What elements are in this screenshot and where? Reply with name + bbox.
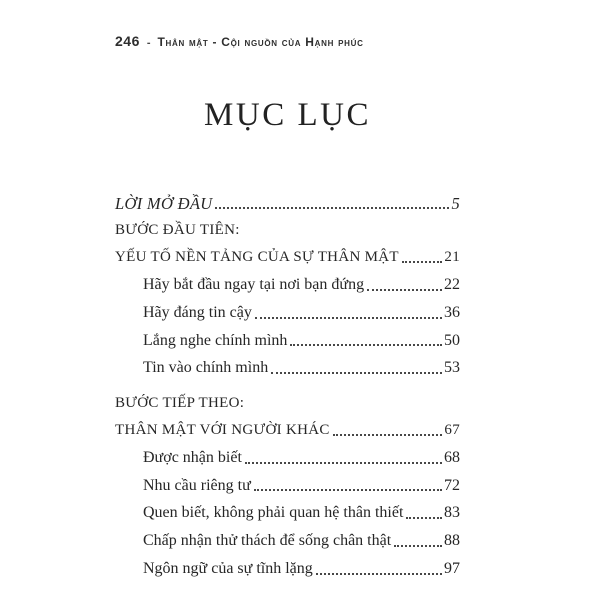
toc-row <box>115 532 460 551</box>
toc-row <box>115 222 460 240</box>
toc-row <box>115 395 460 413</box>
toc-page-number: 68 <box>444 448 460 466</box>
toc-list <box>115 194 460 579</box>
header-book-title: Thân mật - Cội nguồn của Hạnh phúc <box>157 35 364 49</box>
toc-entry-label: LỜI MỞ ĐẦU <box>115 194 213 213</box>
toc-dot-leader <box>394 545 442 547</box>
running-header <box>115 33 460 49</box>
toc-row <box>115 422 460 440</box>
toc-dot-leader <box>215 207 449 209</box>
toc-entry-label: Hãy đáng tin cậy <box>143 303 252 321</box>
toc-dot-leader <box>271 372 442 374</box>
toc-dot-leader <box>255 317 442 319</box>
toc-dot-leader <box>290 344 442 346</box>
toc-entry-label: Được nhận biết <box>143 448 242 466</box>
toc-row <box>115 449 460 468</box>
toc-row <box>115 359 460 378</box>
toc-entry-label: YẾU TỐ NỀN TẢNG CỦA SỰ THÂN MẬT <box>115 249 399 266</box>
toc-entry-label: Tin vào chính mình <box>143 359 269 377</box>
page-title: MỤC LỤC <box>204 97 371 133</box>
toc-entry-label: Hãy bắt đầu ngay tại nơi bạn đứng <box>143 275 365 293</box>
toc-dot-leader <box>316 573 442 575</box>
toc-page-number: 83 <box>444 504 460 522</box>
header-page-number: 246 <box>115 33 140 49</box>
toc-row <box>115 560 460 579</box>
toc-row <box>115 276 460 295</box>
toc-dot-leader <box>367 289 442 291</box>
toc-row <box>115 249 460 267</box>
toc-dot-leader <box>406 517 442 519</box>
toc-entry-label: Chấp nhận thử thách để sống chân thật <box>143 532 392 550</box>
toc-page-number: 50 <box>444 331 460 349</box>
toc-page-number: 72 <box>444 476 460 494</box>
toc-page-number: 5 <box>451 194 460 213</box>
toc-page-number: 53 <box>444 359 460 377</box>
toc-entry-label: Quen biết, không phải quan hệ thân thiết <box>143 504 404 522</box>
toc-page-number: 36 <box>444 303 460 321</box>
toc-entry-label: Lắng nghe chính mình <box>143 331 288 349</box>
toc-page-number: 97 <box>444 560 460 578</box>
toc-row <box>115 332 460 351</box>
toc-dot-leader <box>402 261 443 263</box>
toc-entry-label: BƯỚC ĐẦU TIÊN: <box>115 222 240 239</box>
header-separator: - <box>146 37 151 49</box>
toc-page-number: 88 <box>444 532 460 550</box>
toc-row <box>115 477 460 496</box>
toc-page-number: 22 <box>444 275 460 293</box>
toc-row <box>115 504 460 523</box>
toc-row <box>115 304 460 323</box>
toc-entry-label: BƯỚC TIẾP THEO: <box>115 395 245 412</box>
toc-entry-label: Nhu cầu riêng tư <box>143 476 251 494</box>
toc-dot-leader <box>254 489 442 491</box>
toc-dot-leader <box>333 434 443 436</box>
toc-page-number: 21 <box>444 249 460 266</box>
toc-entry-label: THÂN MẬT VỚI NGƯỜI KHÁC <box>115 422 330 439</box>
toc-dot-leader <box>245 462 442 464</box>
toc-row <box>115 194 460 213</box>
toc-entry-label: Ngôn ngữ của sự tĩnh lặng <box>143 560 313 578</box>
toc-page-number: 67 <box>444 422 460 439</box>
